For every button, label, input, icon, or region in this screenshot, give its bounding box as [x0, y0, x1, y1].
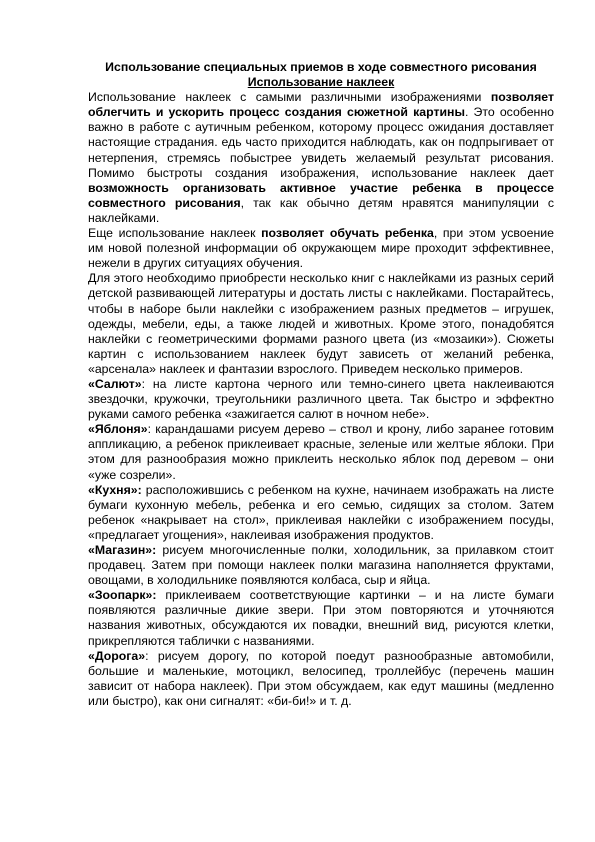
example-salute [88, 377, 554, 422]
bold-phrase: позволяет облегчить и ускорить процесс создания сюжетной картины [88, 90, 554, 120]
example-shop [88, 543, 554, 588]
text-run: , так как обычно детям нравятся манипуляции с наклейками. [88, 195, 554, 225]
example-name: «Салют» [88, 376, 142, 391]
document-title: Использование специальных приемов в ходе совместного рисования [105, 60, 537, 74]
bold-phrase: позволяет обучать ребенка [261, 226, 434, 241]
section-heading: Использование наклеек [247, 75, 395, 90]
example-kitchen [88, 483, 554, 543]
example-name: «Кухня»: [88, 482, 142, 497]
text-run: , при этом усвоение им новой полезной информации об окружающем мире проходит эффективнее, нежели в других ситуациях обучения. [88, 226, 554, 271]
example-apple-tree [88, 422, 554, 482]
example-text: приклеиваем соответствующие картинки – и на листе бумаги появляются различные дикие звери. При этом повторяются и уточняются названия животных, обсуждаются их повадки, внешний вид, рисуются клетки, прикрепляются таблички с названиями. [88, 588, 554, 648]
example-text: : карандашами рисуем дерево – ствол и крону, либо заранее готовим аппликацию, а ребенок приклеивает красные, зеленые или желтые яблоки. При этом для разнообразия можно приклеить несколько яблок под деревом – они «уже созрели». [88, 422, 554, 482]
example-name: «Дорога» [88, 648, 146, 663]
example-name: «Магазин»: [88, 543, 157, 557]
paragraph-preparation: Для этого необходимо приобрести несколько книг с наклейками из разных серий детской развивающей литературы и достать листы с наклейками. Постарайтесь, чтобы в наборе были наклейки с изображением разных предметов – игрушек, одежды, мебели, еды, а также людей и животных. Кроме этого, понадобятся наклейки с геометрическими формами разного цвета (из «мозаики»). Сюжеты картин с использованием наклеек будут зависеть от желаний ребенка, «арсенала» наклеек и фантазии взрослого. Приведем несколько примеров. [88, 271, 554, 376]
paragraph-intro [88, 90, 554, 226]
example-road [88, 649, 554, 709]
document-page [88, 60, 554, 709]
text-run: Использование наклеек с самыми различными изображениями [88, 90, 491, 105]
example-text: рисуем многочисленные полки, холодильник, за прилавком стоит продавец. Затем при помощи наклеек полки магазина наполняется фруктами, овощами, в холодильнике появляются колбаса, сыр и яйца. [88, 543, 554, 588]
text-run: Еще использование наклеек [88, 226, 262, 241]
example-text: : на листе картона черного или темно-синего цвета наклеиваются звездочки, кружочки, треугольники различного цвета. Так быстро и эффектно руками самого ребенка «зажигается салют в ночном небе». [88, 376, 554, 422]
example-name: «Зоопарк»: [88, 588, 157, 603]
example-zoo [88, 588, 554, 648]
example-name: «Яблоня» [88, 422, 148, 437]
example-text: расположившись с ребенком на кухне, начинаем изображать на листе бумаги кухонную мебель, ребенка и его семью, сидящих за столом. Затем ребенок «накрывает на стол», приклеивая наклейки с изображением посуды, «предлагает угощения», наклеивая изображения продуктов. [88, 482, 554, 542]
example-text: : рисуем дорогу, по которой поедут разнообразные автомобили, большие и маленькие, мотоцикл, велосипед, троллейбус (перечень машин зависит от набора наклеек). При этом обсуждаем, как едут машины (медленно или быстро), как они сигналят: «би-би!» и т. д. [88, 648, 554, 708]
bold-phrase: возможность организовать активное участие ребенка в процессе совместного рисования [88, 180, 554, 210]
paragraph-teaching [88, 226, 554, 271]
text-run: . Это особенно важно в работе с аутичным ребенком, которому процесс ожидания доставляет настоящие страдания. едь часто приходится наблюдать, как он подпрыгивает от нетерпения, стремясь побыстрее увидеть желаемый результат рисования. Помимо быстроты создания изображения, использование наклеек дает [88, 105, 554, 180]
